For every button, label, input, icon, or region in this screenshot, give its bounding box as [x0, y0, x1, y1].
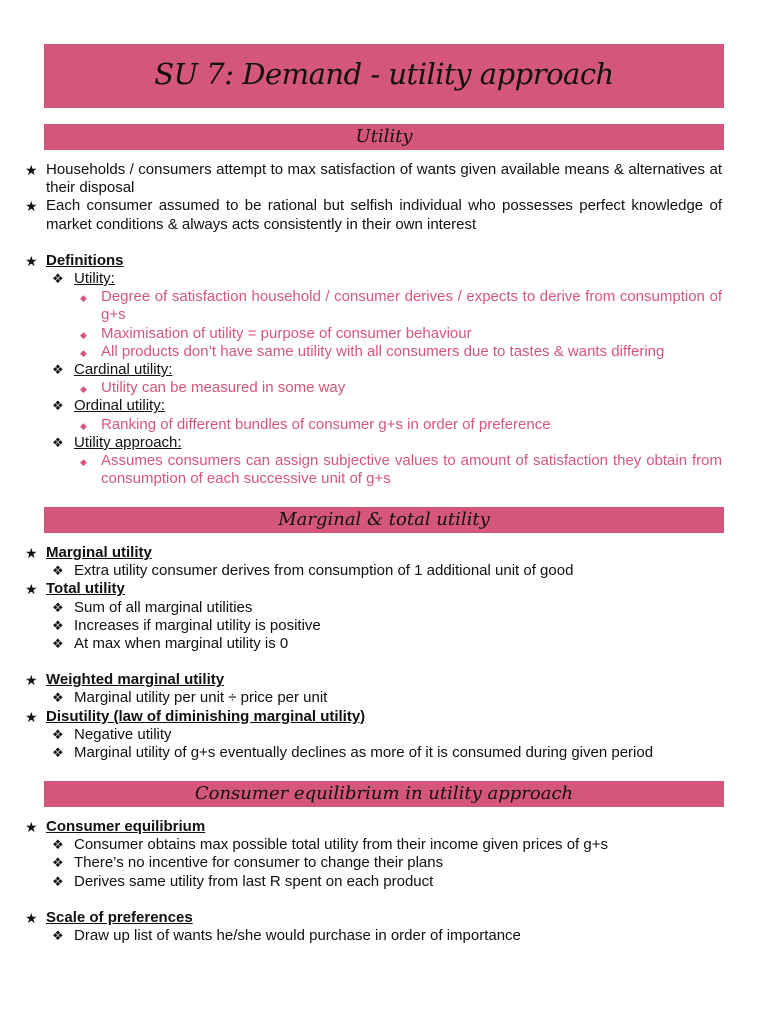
diamond-bullet-icon: ❖ [52, 398, 64, 414]
sub-bullet-item [0, 562, 768, 580]
sub-bullet-text: Extra utility consumer derives from consumption of 1 additional unit of good [74, 562, 574, 580]
definitions-label: Definitions [46, 251, 124, 269]
small-diamond-bullet-icon: ◆ [80, 457, 87, 468]
group-label: Scale of preferences [46, 908, 193, 926]
group-label: Consumer equilibrium [46, 818, 206, 835]
sub-bullet-text: Consumer obtains max possible total utility from their income given prices of g+s [74, 836, 608, 854]
star-bullet-icon: ★ [25, 672, 38, 689]
term-label: Utility: [74, 270, 115, 288]
sub-bullet-text: Draw up list of wants he/she would purchase in order of importance [74, 927, 521, 945]
sub-bullet-item [0, 726, 768, 744]
diamond-bullet-icon: ❖ [52, 599, 64, 615]
sub-bullet-item [0, 270, 768, 288]
bullet-item [0, 252, 768, 270]
group-label: Marginal utility [46, 544, 152, 561]
sub-bullet-item [0, 397, 768, 415]
detail-item [0, 288, 768, 324]
group-label: Weighted marginal utility [46, 671, 225, 689]
term-label: Utility approach: [74, 433, 182, 451]
diamond-bullet-icon: ❖ [52, 434, 64, 450]
bullet-item [0, 197, 768, 233]
sub-bullet-item [0, 635, 768, 653]
detail-text: Ranking of different bundles of consumer g+s in order of preference [101, 415, 551, 433]
sub-bullet-item [0, 689, 768, 707]
star-bullet-icon: ★ [25, 162, 38, 178]
term-label: Ordinal utility: [74, 397, 165, 415]
bullet-text: Each consumer assumed to be rational but selfish individual who possesses perfect knowledge of market conditions & always acts consistently in their own interest [46, 197, 722, 233]
bullet-item [0, 818, 768, 836]
page-title: SU 7: Demand - utility approach [44, 44, 724, 108]
sub-bullet-text: Sum of all marginal utilities [74, 598, 253, 616]
detail-item [0, 416, 768, 434]
detail-text: Utility can be measured in some way [101, 379, 346, 397]
bullet-item [0, 544, 768, 562]
bullet-item [0, 909, 768, 927]
diamond-bullet-icon: ❖ [52, 928, 64, 944]
star-bullet-icon: ★ [25, 708, 38, 725]
diamond-bullet-icon: ❖ [52, 617, 64, 633]
detail-text: Maximisation of utility = purpose of consumer behaviour [101, 324, 472, 342]
group-label: Disutility (law of diminishing marginal utility) [46, 707, 366, 725]
detail-text: Assumes consumers can assign subjective values to amount of satisfaction they obtain from consumption of each successive unit of g+s [101, 452, 722, 488]
small-diamond-bullet-icon: ◆ [80, 329, 87, 340]
star-bullet-icon: ★ [25, 545, 38, 561]
diamond-bullet-icon: ❖ [52, 563, 64, 579]
bullet-text: Households / consumers attempt to max satisfaction of wants given available means & alternatives at their disposal [46, 161, 722, 197]
sub-bullet-text: Derives same utility from last R spent on each product [74, 872, 434, 890]
diamond-bullet-icon: ❖ [52, 837, 64, 853]
diamond-bullet-icon: ❖ [52, 873, 64, 889]
sub-bullet-text: There’s no incentive for consumer to change their plans [74, 854, 444, 872]
star-bullet-icon: ★ [25, 252, 38, 269]
small-diamond-bullet-icon: ◆ [80, 384, 87, 395]
sub-bullet-text: Marginal utility of g+s eventually declines as more of it is consumed during given period [74, 744, 654, 762]
bullet-item [0, 580, 768, 598]
detail-item [0, 452, 768, 488]
bullet-item [0, 161, 768, 197]
bullet-item [0, 671, 768, 689]
detail-item [0, 379, 768, 397]
utility-section-body [0, 161, 768, 488]
diamond-bullet-icon: ❖ [52, 271, 64, 287]
sub-bullet-text: Negative utility [74, 725, 172, 743]
diamond-bullet-icon: ❖ [52, 726, 64, 742]
sub-bullet-item [0, 854, 768, 872]
section-heading-equilibrium: Consumer equilibrium in utility approach [44, 781, 724, 807]
sub-bullet-item [0, 617, 768, 635]
small-diamond-bullet-icon: ◆ [80, 347, 87, 358]
small-diamond-bullet-icon: ◆ [80, 293, 87, 304]
bullet-item [0, 708, 768, 726]
sub-bullet-item [0, 599, 768, 617]
sub-bullet-item [0, 873, 768, 891]
detail-item [0, 325, 768, 343]
equilibrium-section-body [0, 818, 768, 945]
diamond-bullet-icon: ❖ [52, 745, 64, 761]
sub-bullet-text: Marginal utility per unit ÷ price per unit [74, 689, 328, 707]
small-diamond-bullet-icon: ◆ [80, 420, 87, 431]
sub-bullet-item [0, 434, 768, 452]
diamond-bullet-icon: ❖ [52, 636, 64, 652]
term-label: Cardinal utility: [74, 361, 173, 379]
detail-text: Degree of satisfaction household / consumer derives / expects to derive from consumption of g+s [101, 288, 722, 324]
group-label: Total utility [46, 580, 125, 598]
sub-bullet-item [0, 744, 768, 762]
star-bullet-icon: ★ [25, 819, 38, 835]
section-heading-marginal: Marginal & total utility [44, 507, 724, 533]
marginal-section-body [0, 544, 768, 762]
sub-bullet-item [0, 927, 768, 945]
star-bullet-icon: ★ [25, 198, 38, 215]
star-bullet-icon: ★ [25, 909, 38, 926]
sub-bullet-item [0, 361, 768, 379]
sub-bullet-text: At max when marginal utility is 0 [74, 635, 289, 653]
diamond-bullet-icon: ❖ [52, 690, 64, 706]
section-heading-utility: Utility [44, 124, 724, 150]
sub-bullet-item [0, 836, 768, 854]
detail-text: All products don’t have same utility with all consumers due to tastes & wants differing [101, 342, 665, 360]
detail-item [0, 343, 768, 361]
sub-bullet-text: Increases if marginal utility is positive [74, 616, 321, 634]
star-bullet-icon: ★ [25, 581, 38, 598]
diamond-bullet-icon: ❖ [52, 362, 64, 378]
diamond-bullet-icon: ❖ [52, 855, 64, 871]
